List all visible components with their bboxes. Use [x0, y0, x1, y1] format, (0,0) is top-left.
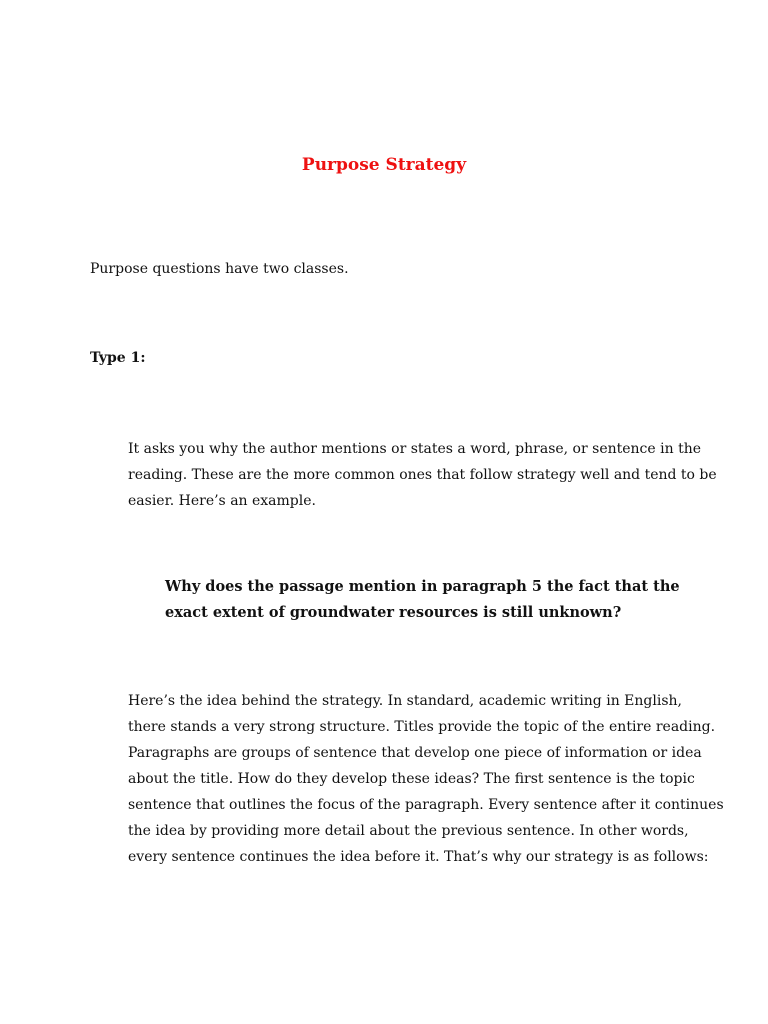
paragraph-line: reading. These are the more common ones that follow strategy well and tend to be [128, 467, 717, 483]
paragraph-line: Paragraphs are groups of sentence that develop one piece of information or idea [128, 745, 702, 761]
page-title: Purpose Strategy [301, 155, 467, 175]
paragraph-type1-description [128, 436, 717, 514]
example-question [165, 574, 685, 626]
paragraph-line: there stands a very strong structure. Titles provide the topic of the entire reading. [128, 719, 716, 735]
paragraph-line: easier. Here’s an example. [128, 493, 316, 509]
example-question-line: Why does the passage mention in paragraph 5 the fact that the [165, 578, 680, 595]
example-question-line: exact extent of groundwater resources is still unknown? [165, 604, 622, 621]
paragraph-strategy-explanation [128, 688, 724, 870]
paragraph-line: the idea by providing more detail about the previous sentence. In other words, [128, 823, 689, 839]
paragraph-line: about the title. How do they develop these ideas? The first sentence is the topic [128, 771, 695, 787]
intro-text: Purpose questions have two classes. [90, 261, 349, 277]
paragraph-line: every sentence continues the idea before it. That’s why our strategy is as follows: [128, 849, 709, 865]
paragraph-line: Here’s the idea behind the strategy. In standard, academic writing in English, [128, 693, 682, 709]
paragraph-line: sentence that outlines the focus of the paragraph. Every sentence after it continues [128, 797, 724, 813]
paragraph-line: It asks you why the author mentions or states a word, phrase, or sentence in the [128, 441, 701, 457]
type-heading: Type 1: [90, 350, 146, 366]
